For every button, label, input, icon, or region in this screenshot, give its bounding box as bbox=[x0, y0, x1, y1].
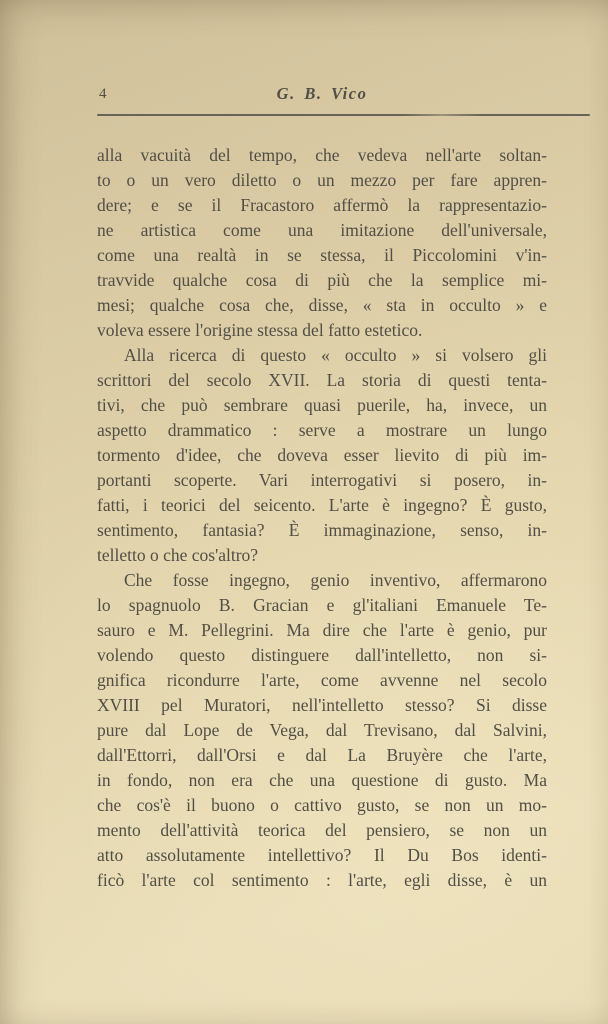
text-line: tivi, che può sembrare quasi puerile, ha, invece, un bbox=[97, 395, 547, 415]
text-line: XVIII pel Muratori, nell'intelletto stesso? Si disse bbox=[97, 695, 547, 715]
text-line: in fondo, non era che una questione di gusto. Ma bbox=[97, 770, 547, 790]
text-line: atto assolutamente intellettivo? Il Du Bos identi- bbox=[97, 845, 547, 865]
text-line: tormento d'idee, che doveva esser lievito di più im- bbox=[97, 445, 547, 465]
page-number: 4 bbox=[99, 86, 107, 102]
text-line: pure dal Lope de Vega, dal Trevisano, dal Salvini, bbox=[97, 720, 547, 740]
text-line: ficò l'arte col sentimento : l'arte, egli disse, è un bbox=[97, 870, 547, 890]
text-line: gnifica ricondurre l'arte, come avvenne nel secolo bbox=[97, 670, 547, 690]
header-rule bbox=[97, 114, 590, 116]
paragraph bbox=[97, 568, 547, 893]
text-line: mesi; qualche cosa che, disse, « sta in occulto » e bbox=[97, 295, 547, 315]
text-line: telletto o che cos'altro? bbox=[97, 545, 259, 565]
text-line: voleva essere l'origine stessa del fatto estetico. bbox=[97, 320, 423, 340]
running-title: G. B. Vico bbox=[276, 84, 368, 103]
text-line: Alla ricerca di questo « occulto » si volsero gli bbox=[124, 345, 547, 365]
text-line: lo spagnuolo B. Gracian e gl'italiani Emanuele Te- bbox=[97, 595, 547, 615]
text-line: alla vacuità del tempo, che vedeva nell'arte soltan- bbox=[97, 145, 547, 165]
page-body bbox=[97, 143, 547, 893]
text-line: Che fosse ingegno, genio inventivo, affermarono bbox=[124, 570, 547, 590]
text-line: portanti scoperte. Vari interrogativi si posero, in- bbox=[97, 470, 547, 490]
text-line: to o un vero diletto o un mezzo per fare appren- bbox=[97, 170, 547, 190]
paragraph bbox=[97, 143, 547, 343]
text-line: dall'Ettorri, dall'Orsi e dal La Bruyère che l'arte, bbox=[97, 745, 547, 765]
text-line: fatti, i teorici del seicento. L'arte è ingegno? È gusto, bbox=[97, 495, 547, 515]
text-line: come una realtà in se stessa, il Piccolomini v'in- bbox=[97, 245, 547, 265]
text-line: sauro e M. Pellegrini. Ma dire che l'arte è genio, pur bbox=[97, 620, 547, 640]
page-header bbox=[97, 84, 547, 106]
paragraph bbox=[97, 343, 547, 568]
text-line: volendo questo distinguere dall'intelletto, non si- bbox=[97, 645, 547, 665]
text-line: ne artistica come una imitazione dell'universale, bbox=[97, 220, 547, 240]
text-line: scrittori del secolo XVII. La storia di questi tenta- bbox=[97, 370, 547, 390]
text-line: che cos'è il buono o cattivo gusto, se non un mo- bbox=[97, 795, 547, 815]
text-line: mento dell'attività teorica del pensiero, se non un bbox=[97, 820, 547, 840]
text-line: travvide qualche cosa di più che la semplice mi- bbox=[97, 270, 547, 290]
text-line: dere; e se il Fracastoro affermò la rappresentazio- bbox=[97, 195, 547, 215]
text-line: sentimento, fantasia? È immaginazione, senso, in- bbox=[97, 520, 547, 540]
text-line: aspetto drammatico : serve a mostrare un lungo bbox=[97, 420, 547, 440]
